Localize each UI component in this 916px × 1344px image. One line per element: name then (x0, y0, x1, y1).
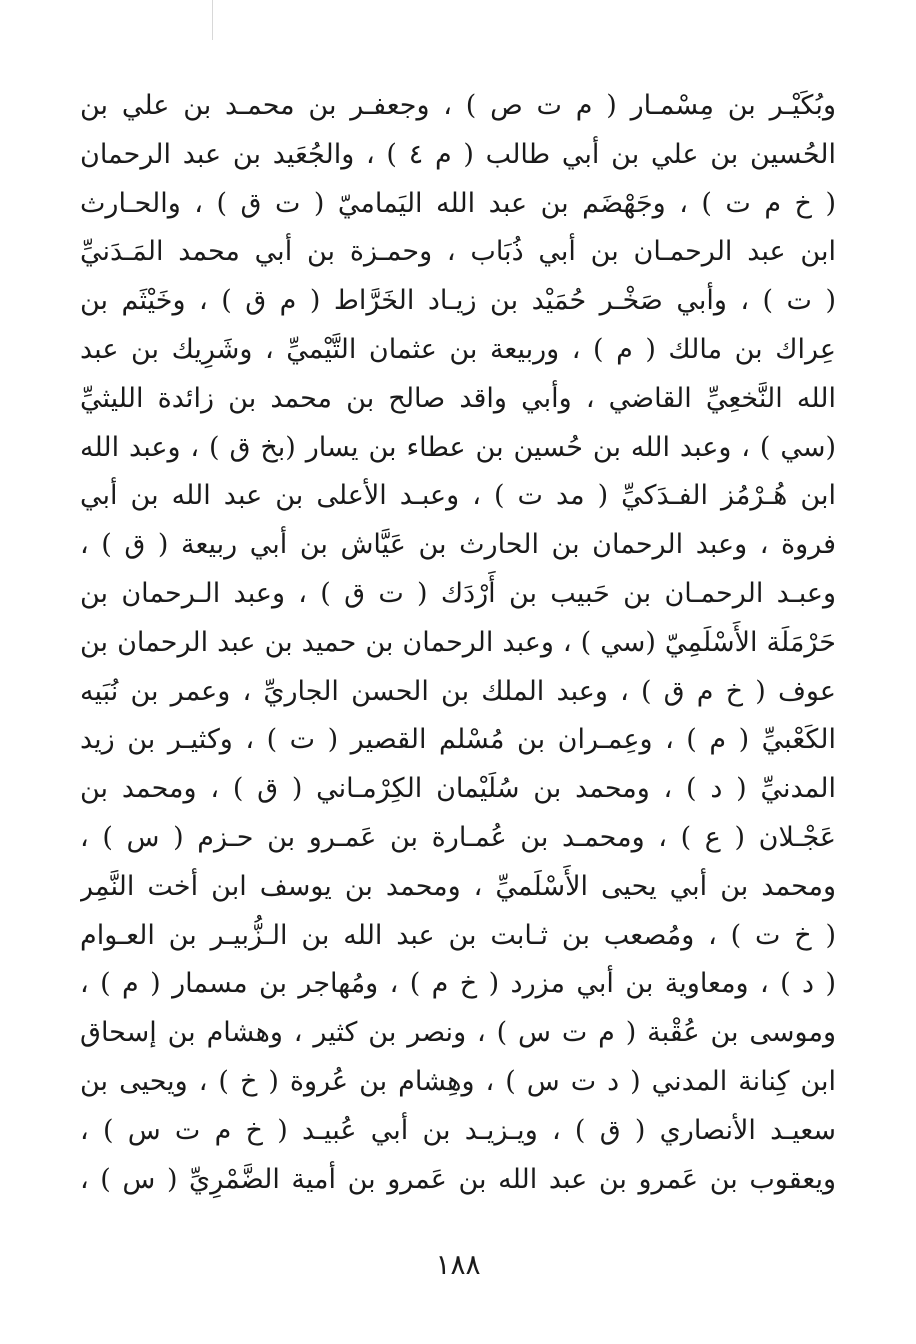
text-line: حَرْمَلَة الأَسْلَمِيّ (سي ) ، وعبد الرحمان بن حميد بن عبد الرحمان بن (80, 626, 836, 658)
text-line: المدنيِّ ( د ) ، ومحمد بن سُلَيْمان الكِرْمـاني ( ق ) ، ومحمد بن (80, 773, 836, 805)
text-line: عوف ( خ م ق ) ، وعبد الملك بن الحسن الجاريِّ ، وعمر بن نُبَيه (80, 675, 836, 707)
text-line: ويعقوب بن عَمرو بن عبد الله بن عَمرو بن أمية الضَّمْرِيِّ ( س ) ، (80, 1163, 836, 1195)
text-line: عِراك بن مالك ( م ) ، وربيعة بن عثمان التَّيْميِّ ، وشَرِيك بن عبد (80, 333, 836, 365)
text-line: وعبـد الرحمـان بن حَبيب بن أَرْدَك ( ت ق ) ، وعبد الـرحمان بن (80, 577, 836, 609)
text-line: ( خ ت ) ، ومُصعب بن ثـابت بن عبد الله بن الـزُّبيـر بن العـوام (80, 919, 836, 951)
text-line: الكَعْبيِّ ( م ) ، وعِمـران بن مُسْلم القصير ( ت ) ، وكثيـر بن زيد (80, 724, 836, 756)
text-line: عَجْـلان ( ع ) ، ومحمـد بن عُمـارة بن عَمـرو بن حـزم ( س ) ، (80, 821, 836, 853)
text-line: الله النَّخعِيِّ القاضي ، وأبي واقد صالح بن محمد بن زائدة الليثيِّ (80, 382, 836, 414)
scan-artifact-line (212, 0, 213, 40)
page-number: ١٨٨ (435, 1248, 481, 1281)
text-line: وموسى بن عُقْبة ( م ت س ) ، ونصر بن كثير ، وهشام بن إسحاق (80, 1017, 836, 1049)
text-line: ( ت ) ، وأبي صَخْـر حُمَيْد بن زيـاد الخَرَّاط ( م ق ) ، وخَيْثَم بن (80, 285, 836, 317)
text-line: وبُكَيْـر بن مِسْمـار ( م ت ص ) ، وجعفـر بن محمـد بن علي بن (80, 90, 836, 121)
text-line: فروة ، وعبد الرحمان بن الحارث بن عَيَّاش بن أبي ربيعة ( ق ) ، (80, 529, 836, 561)
body-text (80, 82, 836, 1204)
text-line: ابن كِنانة المدني ( د ت س ) ، وهِشام بن عُروة ( خ ) ، ويحيى بن (80, 1065, 836, 1097)
text-line: ( خ م ت ) ، وجَهْضَم بن عبد الله اليَماميّ ( ت ق ) ، والحـارث (80, 187, 836, 219)
text-line: ( د ) ، ومعاوية بن أبي مزرد ( خ م ) ، ومُهاجر بن مسمار ( م ) ، (80, 968, 836, 1000)
text-line: الحُسين بن علي بن أبي طالب ( م ٤ ) ، والجُعَيد بن عبد الرحمان (80, 138, 836, 170)
text-line: (سي ) ، وعبد الله بن حُسين بن عطاء بن يسار (بخ ق ) ، وعبد الله (80, 431, 836, 463)
text-line: ابن هُـرْمُز الفـدَكيِّ ( مد ت ) ، وعبـد الأعلى بن عبد الله بن أبي (80, 480, 836, 512)
text-line: سعيـد الأنصاري ( ق ) ، ويـزيـد بن أبي عُبيـد ( خ م ت س ) ، (80, 1114, 836, 1146)
text-line: ومحمد بن أبي يحيى الأَسْلَميِّ ، ومحمد بن يوسف ابن أخت النَّمِر (80, 870, 836, 902)
text-line: ابن عبد الرحمـان بن أبي ذُبَاب ، وحمـزة بن أبي محمد المَـدَنيِّ (80, 236, 836, 268)
